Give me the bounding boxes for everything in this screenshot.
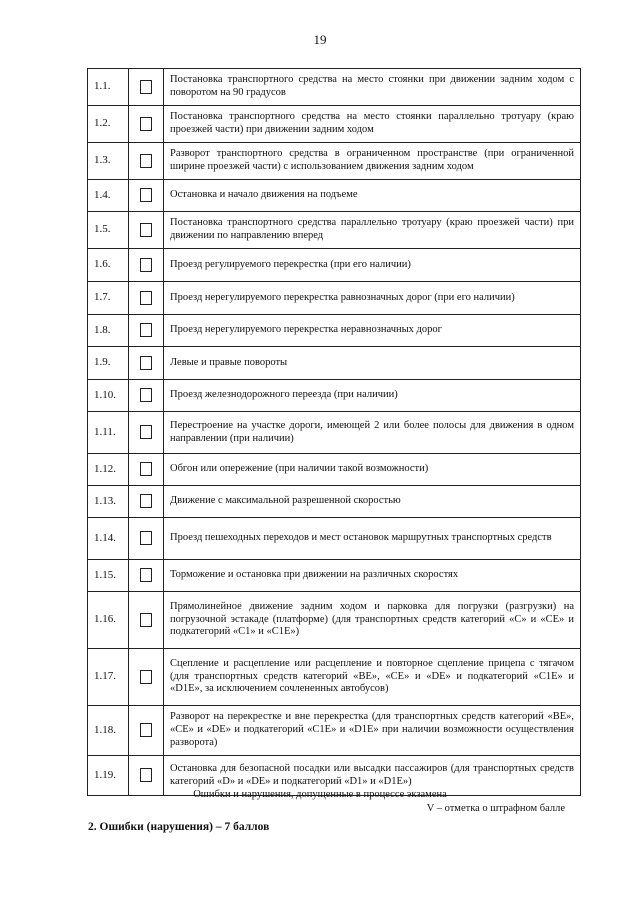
table-row <box>88 560 581 592</box>
item-checkbox[interactable] <box>140 613 152 627</box>
item-checkbox[interactable] <box>140 768 152 782</box>
table-row <box>88 706 581 756</box>
checkbox-cell <box>129 454 164 486</box>
table-row <box>88 315 581 347</box>
item-checkbox[interactable] <box>140 323 152 337</box>
item-number: 1.6. <box>88 249 129 282</box>
item-description: Постановка транспортного средства на место стоянки параллельно тротуару (краю проезжей части) при движении задним ходом <box>164 106 581 143</box>
item-number: 1.13. <box>88 486 129 518</box>
checkbox-cell <box>129 69 164 106</box>
item-description: Торможение и остановка при движении на различных скоростях <box>164 560 581 592</box>
item-checkbox[interactable] <box>140 291 152 305</box>
item-checkbox[interactable] <box>140 670 152 684</box>
item-checkbox[interactable] <box>140 494 152 508</box>
item-description: Постановка транспортного средства на место стоянки при движении задним ходом с поворотом на 90 градусов <box>164 69 581 106</box>
item-number: 1.2. <box>88 106 129 143</box>
checkbox-cell <box>129 412 164 454</box>
table-row <box>88 592 581 649</box>
table-row <box>88 454 581 486</box>
table-row <box>88 180 581 212</box>
item-checkbox[interactable] <box>140 356 152 370</box>
item-description: Движение с максимальной разрешенной скоростью <box>164 486 581 518</box>
checkbox-cell <box>129 649 164 706</box>
item-checkbox[interactable] <box>140 258 152 272</box>
checkbox-cell <box>129 143 164 180</box>
item-checkbox[interactable] <box>140 531 152 545</box>
item-number: 1.3. <box>88 143 129 180</box>
item-description: Проезд железнодорожного переезда (при наличии) <box>164 380 581 412</box>
item-number: 1.15. <box>88 560 129 592</box>
item-number: 1.16. <box>88 592 129 649</box>
checkbox-cell <box>129 249 164 282</box>
item-description: Проезд пешеходных переходов и мест остановок маршрутных транспортных средств <box>164 518 581 560</box>
item-number: 1.1. <box>88 69 129 106</box>
item-number: 1.9. <box>88 347 129 380</box>
table-row <box>88 486 581 518</box>
item-description: Левые и правые повороты <box>164 347 581 380</box>
table-row <box>88 649 581 706</box>
item-description: Остановка и начало движения на подъеме <box>164 180 581 212</box>
table-row <box>88 69 581 106</box>
table-row <box>88 143 581 180</box>
table-row <box>88 249 581 282</box>
item-number: 1.8. <box>88 315 129 347</box>
checkbox-cell <box>129 380 164 412</box>
table-row <box>88 106 581 143</box>
checkbox-cell <box>129 560 164 592</box>
item-checkbox[interactable] <box>140 223 152 237</box>
page-number: 19 <box>313 32 327 47</box>
item-checkbox[interactable] <box>140 117 152 131</box>
item-description: Проезд нерегулируемого перекрестка равнозначных дорог (при его наличии) <box>164 282 581 315</box>
item-checkbox[interactable] <box>140 425 152 439</box>
item-number: 1.4. <box>88 180 129 212</box>
checkbox-cell <box>129 315 164 347</box>
penalty-mark-legend: V – отметка о штрафном балле <box>426 803 565 814</box>
table-row <box>88 518 581 560</box>
checkbox-cell <box>129 706 164 756</box>
item-number: 1.5. <box>88 212 129 249</box>
table-row <box>88 212 581 249</box>
exercise-table-body <box>88 69 581 796</box>
errors-caption: Ошибки и нарушения, допущенные в процессе экзамена <box>193 789 447 800</box>
item-description: Обгон или опережение (при наличии такой возможности) <box>164 454 581 486</box>
item-description: Остановка для безопасной посадки или высадки пассажиров (для транспортных средств категорий «D» и «DE» и подкатегорий «D1» и «D1E») <box>164 756 581 796</box>
item-description: Проезд регулируемого перекрестка (при его наличии) <box>164 249 581 282</box>
item-description: Сцепление и расцепление или расцепление и повторное сцепление прицепа с тягачом (для транспортных средств категорий «ВЕ», «СЕ» и «DE» и подкатегорий «С1Е» и «D1E», за исключением сочлененных автобусов) <box>164 649 581 706</box>
item-number: 1.11. <box>88 412 129 454</box>
table-row <box>88 380 581 412</box>
checkbox-cell <box>129 347 164 380</box>
item-checkbox[interactable] <box>140 80 152 94</box>
item-number: 1.7. <box>88 282 129 315</box>
item-number: 1.12. <box>88 454 129 486</box>
item-description: Постановка транспортного средства параллельно тротуару (краю проезжей части) при движении по направлению вперед <box>164 212 581 249</box>
checkbox-cell <box>129 518 164 560</box>
item-number: 1.14. <box>88 518 129 560</box>
item-checkbox[interactable] <box>140 462 152 476</box>
item-description: Прямолинейное движение задним ходом и парковка для погрузки (разгрузки) на погрузочной эстакаде (платформе) (для транспортных средств категорий «С» и «СЕ» и подкатегорий «С1» и «С1Е») <box>164 592 581 649</box>
checkbox-cell <box>129 180 164 212</box>
item-description: Перестроение на участке дороги, имеющей 2 или более полосы для движения в одном направлении (при наличии) <box>164 412 581 454</box>
checkbox-cell <box>129 106 164 143</box>
section-title: 2. Ошибки (нарушения) – 7 баллов <box>88 821 270 833</box>
item-checkbox[interactable] <box>140 188 152 202</box>
item-number: 1.18. <box>88 706 129 756</box>
item-number: 1.10. <box>88 380 129 412</box>
item-description: Проезд нерегулируемого перекрестка неравнозначных дорог <box>164 315 581 347</box>
table-row <box>88 347 581 380</box>
exercise-table <box>87 68 581 796</box>
item-checkbox[interactable] <box>140 154 152 168</box>
table-row <box>88 412 581 454</box>
item-checkbox[interactable] <box>140 388 152 402</box>
item-checkbox[interactable] <box>140 568 152 582</box>
checkbox-cell <box>129 282 164 315</box>
table-row <box>88 282 581 315</box>
item-checkbox[interactable] <box>140 723 152 737</box>
item-number: 1.19. <box>88 756 129 796</box>
checkbox-cell <box>129 592 164 649</box>
checkbox-cell <box>129 212 164 249</box>
item-number: 1.17. <box>88 649 129 706</box>
item-description: Разворот на перекрестке и вне перекрестка (для транспортных средств категорий «ВЕ», «СЕ» и «DE» и подкатегорий «С1Е» и «D1E» при наличии возможности осуществления разворота) <box>164 706 581 756</box>
checkbox-cell <box>129 486 164 518</box>
item-description: Разворот транспортного средства в ограниченном пространстве (при ограниченной ширине проезжей части) с использованием движения задним ходом <box>164 143 581 180</box>
